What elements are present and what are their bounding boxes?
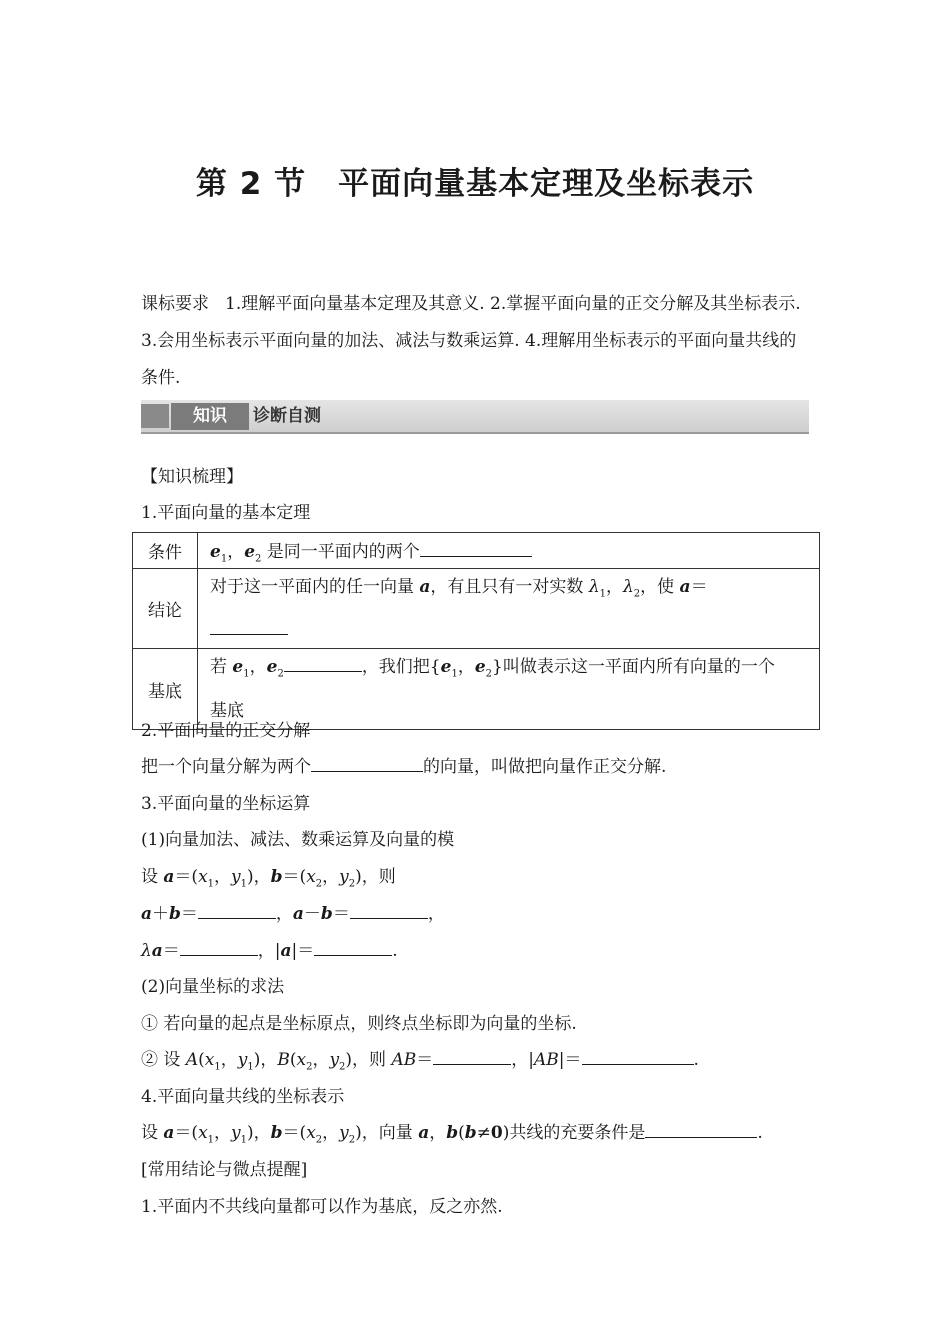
row-content: $e_1$，$e_2$ 是同一平面内的两个 xyxy=(198,533,820,569)
requirements-label: 课标要求 xyxy=(141,294,209,314)
banner-text: 诊断自测 xyxy=(253,406,321,426)
section-2-text: 把一个向量分解为两个 的向量，叫做把向量作正交分解. xyxy=(141,752,666,777)
theorem-table xyxy=(132,532,820,730)
row-content: 若 $e_1$，$e_2$ ，我们把{$e_1$，$e_2$}叫做表示这一平面内所有向量的一个 基底 xyxy=(198,649,820,729)
section-3-item1: ① 若向量的起点是坐标原点，则终点坐标即为向量的坐标. xyxy=(141,1014,577,1034)
row-header: 条件 xyxy=(133,533,198,569)
section-2-heading: 2.平面向量的正交分解 xyxy=(141,721,311,741)
section-banner xyxy=(141,400,809,434)
row-header: 基底 xyxy=(133,649,198,729)
formula-line: 设 $a=(x_1$，$y_1$)，$b=(x_2$，$y_2$)，则 xyxy=(141,867,396,890)
section-3-heading: 3.平面向量的坐标运算 xyxy=(141,794,311,814)
section-3-sub1: (1)向量加法、减法、数乘运算及向量的模 xyxy=(141,830,455,850)
section-3-sub2: (2)向量坐标的求法 xyxy=(141,977,285,997)
common-conclusion-1: 1.平面内不共线向量都可以作为基底，反之亦然. xyxy=(141,1197,503,1217)
section-1-heading: 1.平面向量的基本定理 xyxy=(141,503,311,523)
formula-line: λa＝ ，|a|＝ . xyxy=(141,936,398,961)
table-row xyxy=(133,533,820,569)
requirements-text: 1.理解平面向量基本定理及其意义. 2.掌握平面向量的正交分解及其坐标表示. 3.会用坐标表示平面向量的加法、减法与数乘运算. 4.理解用坐标表示的平面向量共线的条件. xyxy=(141,294,801,388)
section-4-text: 设 $a=(x_1$，$y_1$)，$b=(x_2$，$y_2$)，向量 a，b(b≠0)共线的充要条件是 . xyxy=(141,1118,763,1145)
curriculum-requirements xyxy=(141,286,811,397)
page-title: 第 2 节 平面向量基本定理及坐标表示 xyxy=(195,166,755,202)
common-conclusions-heading: [常用结论与微点提醒] xyxy=(141,1160,308,1180)
section-4-heading: 4.平面向量共线的坐标表示 xyxy=(141,1087,345,1107)
section-3-item2: ② 设 $A(x_1$，$y_1$)，$B(x_2$，$y_2$)，则 AB＝ ，|AB|＝ . xyxy=(141,1045,699,1072)
row-header: 结论 xyxy=(133,569,198,649)
table-row xyxy=(133,569,820,649)
banner-label-box: 知识 xyxy=(171,403,249,430)
knowledge-heading: 【知识梳理】 xyxy=(141,467,243,487)
formula-line: a＋b＝ ，a－b＝ ， xyxy=(141,899,445,924)
row-content: 对于这一平面内的任一向量 a，有且只有一对实数 $\lambda_1$，$\lambda_2$，使 a＝ xyxy=(198,569,820,649)
